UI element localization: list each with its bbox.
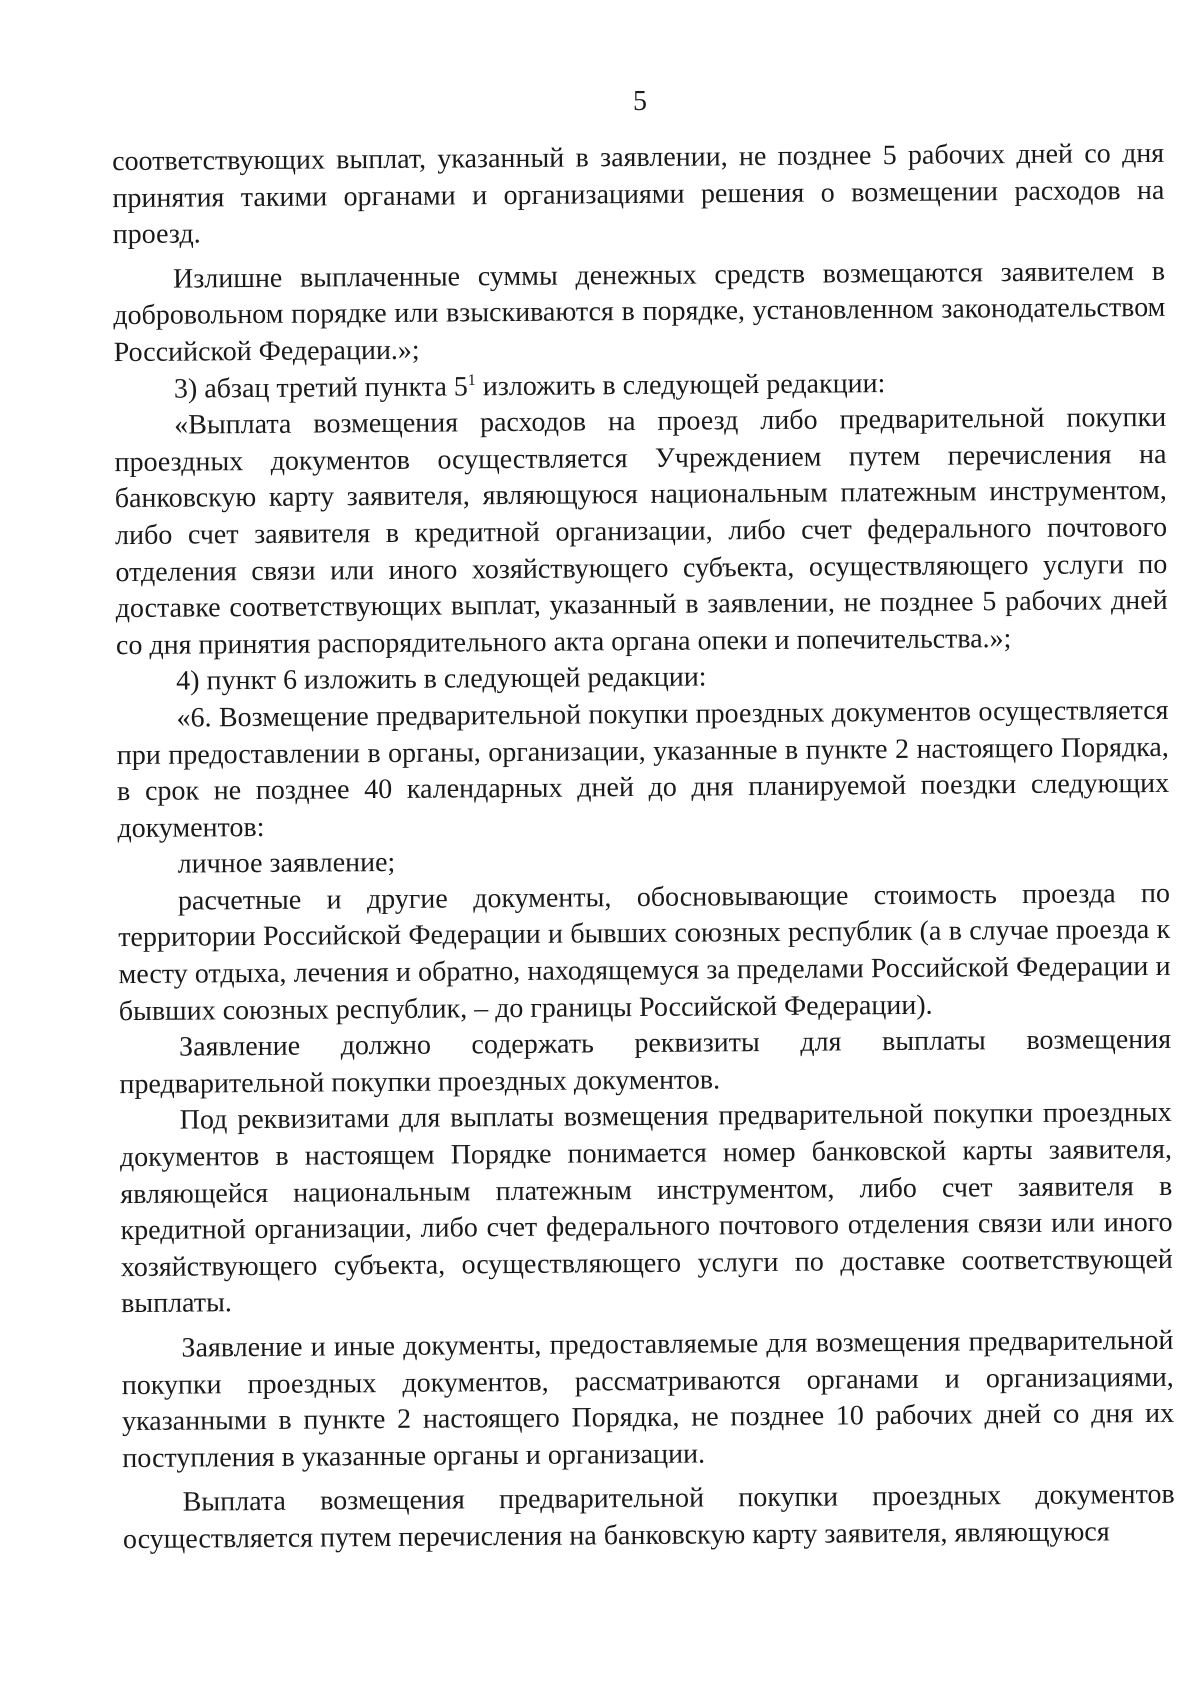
paragraph-requisites-definition: Под реквизитами для выплаты возмещения предварительной покупки проездных документов в настоящем Порядке понимается номер банковской карты заявителя, являющейся национальным платежным инструментом, либо счет заявителя в кредитной организации, либо счет федерального почтового отделения связи или иного хозяйствующего субъекта, осуществляющего услуги по доставке соответствующей выплаты.: [119, 1097, 1173, 1320]
item-3-superscript: 1: [467, 371, 476, 389]
paragraph-personal-statement: личное заявление;: [177, 847, 396, 880]
paragraph-settlement-documents: расчетные и другие документы, обосновывающие стоимость проезда по территории Российской Федерации и бывших союзных республик (а в случае проезда к месту отдыха, лечения и обратно, находящемуся за пределами Российской Федерации и бывших союзных республик, – до границы Российской Федерации).: [118, 877, 1171, 1027]
paragraph-item-4: 4) пункт 6 изложить в следующей редакции:: [176, 661, 707, 697]
paragraph-continuation: соответствующих выплат, указанный в заявлении, не позднее 5 рабочих дней со дня принятия такими органами и организациями решения о возмещении расходов на проезд.: [112, 137, 1165, 251]
paragraph-quoted-payment: «Выплата возмещения расходов на проезд либо предварительной покупки проездных документов осуществляется Учреждением путем перечисления на банковскую карту заявителя, являющуюся национальным платежным инструментом, либо счет заявителя в кредитной организации, либо счет федерального почтового отделения связи или иного хозяйствующего субъекта, осуществляющего услуги по доставке соответствующих выплат, указанный в заявлении, не позднее 5 рабочих дней со дня принятия распорядительного акта органа опеки и попечительства.»;: [114, 402, 1168, 661]
document-body: [112, 136, 1175, 1559]
paragraph-point-6: «6. Возмещение предварительной покупки проездных документов осуществляется при предоставлении в органы, организации, указанные в пункте 2 настоящего Порядка, в срок не позднее 40 календарных дней до дня планируемой поездки следующих документов:: [116, 694, 1170, 844]
paragraph-overpayment: Излишне выплаченные суммы денежных средств возмещаются заявителем в добровольном порядке или взыскиваются в порядке, установленном законодательством Российской Федерации.»;: [113, 255, 1166, 369]
page-number: 5: [633, 86, 647, 117]
paragraph-review-period: Заявление и иные документы, предоставляемые для возмещения предварительной покупки проездных документов, рассматриваются органами и организациями, указанными в пункте 2 настоящего Порядка, не позднее 10 рабочих дней со дня их поступления в указанные органы и организации.: [121, 1324, 1175, 1474]
item-3-text: 3) абзац третий пункта 5: [173, 370, 468, 405]
paragraph-statement-requisites: Заявление должно содержать реквизиты для выплаты возмещения предварительной покупки проездных документов.: [119, 1024, 1172, 1100]
paragraph-payment-method: Выплата возмещения предварительной покупки проездных документов осуществляется путем перечисления на банковскую карту заявителя, являющуюся: [122, 1479, 1175, 1556]
item-3-tail: изложить в следующей редакции:: [475, 367, 886, 402]
